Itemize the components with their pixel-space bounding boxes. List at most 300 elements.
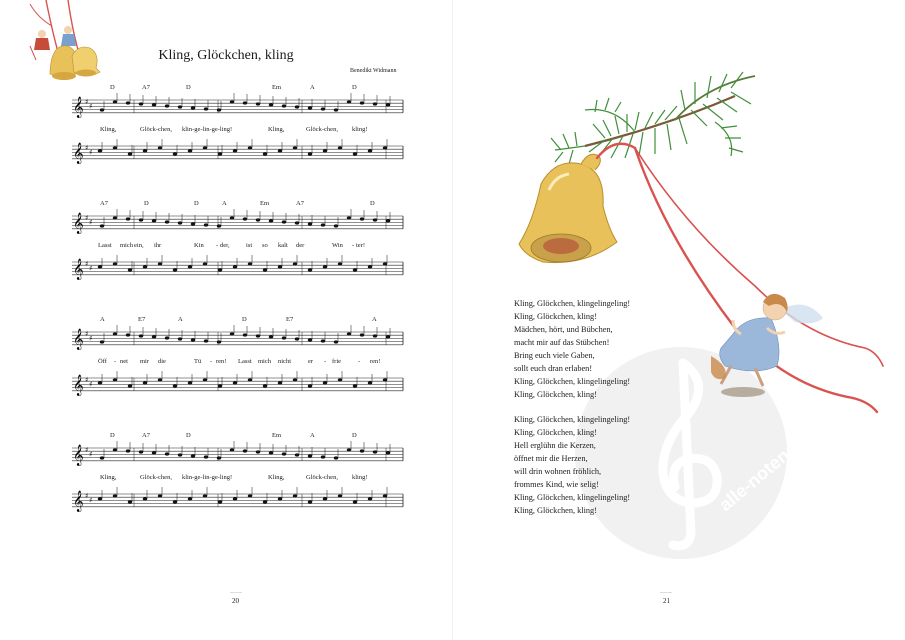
note-head xyxy=(347,216,351,219)
lyric-syllable: - xyxy=(324,358,327,365)
note-head xyxy=(334,108,338,111)
note-head xyxy=(373,334,377,337)
chord-symbol: Em xyxy=(272,84,282,91)
lyric-syllable: die xyxy=(158,358,166,365)
lyric-syllable: klin-ge-lin-ge-ling! xyxy=(182,126,233,133)
melody-staff xyxy=(70,326,405,350)
lyric-syllable: Kling, xyxy=(268,474,285,481)
sharp-icon: ♯ xyxy=(89,264,93,273)
note-head xyxy=(191,106,195,109)
poem-line: Bring euch viele Gaben, xyxy=(514,351,595,360)
poem-line: Kling, Glöckchen, klingelingeling! xyxy=(514,493,631,502)
sharp-icon: ♯ xyxy=(85,260,89,268)
chord-row xyxy=(70,316,405,326)
chord-symbol: A xyxy=(310,432,315,439)
lyric-syllable: - xyxy=(358,358,361,365)
stanza-2 xyxy=(514,413,714,517)
lyric-syllable: ihr xyxy=(154,242,162,249)
note-head xyxy=(248,378,252,381)
note-head xyxy=(243,101,247,104)
lyrics-row xyxy=(70,242,405,252)
chord-symbol: A7 xyxy=(100,200,108,207)
note-head xyxy=(248,494,252,497)
note-head xyxy=(230,100,234,103)
note-head xyxy=(323,497,327,500)
poem-line: Kling, Glöckchen, kling! xyxy=(514,428,597,437)
lyric-syllable: frie xyxy=(332,358,342,365)
note-head xyxy=(323,265,327,268)
golden-bell-icon xyxy=(519,154,617,262)
note-head xyxy=(203,378,207,381)
note-head xyxy=(113,262,117,265)
note-head xyxy=(353,268,357,271)
angel-girl-icon xyxy=(711,294,823,397)
poem-line: Kling, Glöckchen, klingelingeling! xyxy=(514,377,631,386)
note-head xyxy=(113,332,117,335)
note-head xyxy=(373,450,377,453)
note-head xyxy=(360,449,364,452)
chord-symbol: D xyxy=(194,200,199,207)
note-head xyxy=(278,265,282,268)
note-head xyxy=(278,149,282,152)
note-head xyxy=(308,384,312,387)
note-head xyxy=(338,262,342,265)
note-head xyxy=(368,149,372,152)
note-head xyxy=(383,494,387,497)
page-number-rule xyxy=(660,592,672,593)
note-head xyxy=(152,335,156,338)
note-head xyxy=(269,451,273,454)
accompaniment-staff xyxy=(70,256,405,286)
note-head xyxy=(204,107,208,110)
poem-line: Kling, Glöckchen, klingelingeling! xyxy=(514,415,631,424)
lyric-syllable: Kling, xyxy=(100,126,117,133)
chord-symbol: A xyxy=(372,316,377,323)
chord-symbol: Em xyxy=(272,432,282,439)
note-head xyxy=(323,381,327,384)
chord-symbol: D xyxy=(352,432,357,439)
stanza-1 xyxy=(514,297,714,401)
page-number-rule xyxy=(230,592,242,593)
note-head xyxy=(295,337,299,340)
chord-symbol: A7 xyxy=(296,200,304,207)
note-head xyxy=(308,338,312,341)
sharp-icon: ♯ xyxy=(89,102,93,111)
poem-line: Hell erglühn die Kerzen, xyxy=(514,441,596,450)
note-head xyxy=(139,218,143,221)
note-head xyxy=(243,449,247,452)
note-head xyxy=(383,146,387,149)
note-head xyxy=(360,217,364,220)
note-head xyxy=(233,381,237,384)
note-head xyxy=(295,453,299,456)
note-head xyxy=(204,339,208,342)
lyric-syllable: Lasst xyxy=(238,358,252,365)
note-head xyxy=(269,103,273,106)
lyric-syllable: ren! xyxy=(216,358,227,365)
lyric-syllable: Kin xyxy=(194,242,204,249)
note-head xyxy=(256,450,260,453)
sharp-icon: ♯ xyxy=(89,380,93,389)
lyric-syllable: so xyxy=(262,242,268,249)
poem-line: macht mir auf das Stübchen! xyxy=(514,338,610,347)
note-head xyxy=(203,146,207,149)
note-head xyxy=(218,152,222,155)
chord-symbol: A7 xyxy=(142,84,150,91)
lyric-syllable: ter! xyxy=(356,242,366,249)
lyric-syllable: mich xyxy=(258,358,271,365)
note-head xyxy=(293,378,297,381)
note-head xyxy=(158,378,162,381)
lyric-syllable: Glöck-chen, xyxy=(306,126,338,133)
chord-symbol: D xyxy=(186,84,191,91)
treble-clef-icon: 𝄞 xyxy=(73,445,84,466)
lyric-syllable: kling! xyxy=(352,126,368,133)
note-head xyxy=(338,378,342,381)
chord-symbol: E7 xyxy=(286,316,294,323)
note-head xyxy=(386,451,390,454)
note-head xyxy=(178,337,182,340)
note-head xyxy=(282,452,286,455)
note-head xyxy=(282,220,286,223)
note-head xyxy=(368,381,372,384)
note-head xyxy=(217,224,221,227)
poem-line: Kling, Glöckchen, klingelingeling! xyxy=(514,299,631,308)
note-head xyxy=(386,103,390,106)
note-head xyxy=(204,223,208,226)
note-head xyxy=(100,340,104,343)
note-head xyxy=(256,218,260,221)
note-head xyxy=(188,381,192,384)
note-head xyxy=(338,146,342,149)
note-head xyxy=(113,448,117,451)
page-number-left: 20 xyxy=(232,597,239,605)
note-head xyxy=(233,265,237,268)
note-head xyxy=(248,146,252,149)
accompaniment-staff xyxy=(70,140,405,170)
song-lyrics-poem xyxy=(514,297,714,517)
note-head xyxy=(158,146,162,149)
sharp-icon: ♯ xyxy=(85,330,89,338)
note-head xyxy=(158,262,162,265)
note-head xyxy=(233,497,237,500)
note-head xyxy=(353,152,357,155)
lyrics-row xyxy=(70,358,405,368)
note-head xyxy=(321,455,325,458)
lyric-syllable: Glöck-chen, xyxy=(306,474,338,481)
note-head xyxy=(308,454,312,457)
note-head xyxy=(256,102,260,105)
composer-credit: Benedikt Widmann xyxy=(350,68,397,74)
note-head xyxy=(113,494,117,497)
note-head xyxy=(128,152,132,155)
lyric-syllable: Kling, xyxy=(268,126,285,133)
note-head xyxy=(230,448,234,451)
song-title: Kling, Glöckchen, kling xyxy=(158,48,294,63)
note-head xyxy=(347,448,351,451)
lyric-syllable: Lasst xyxy=(98,242,112,249)
note-head xyxy=(143,381,147,384)
watermark-text: alle-noten.de xyxy=(715,428,814,515)
lyric-syllable: Tü xyxy=(194,358,202,365)
note-head xyxy=(178,453,182,456)
poem-line: Kling, Glöckchen, kling! xyxy=(514,312,597,321)
melody-staff xyxy=(70,442,405,466)
note-head xyxy=(113,146,117,149)
lyric-syllable: Glöck-chen, xyxy=(140,474,172,481)
chord-symbol: D xyxy=(242,316,247,323)
note-head xyxy=(360,333,364,336)
note-head xyxy=(263,500,267,503)
note-head xyxy=(360,101,364,104)
note-head xyxy=(243,217,247,220)
note-head xyxy=(295,221,299,224)
fir-branch-icon xyxy=(551,72,755,164)
sharp-icon: ♯ xyxy=(89,496,93,505)
note-head xyxy=(263,152,267,155)
note-head xyxy=(98,381,102,384)
note-head xyxy=(321,223,325,226)
note-head xyxy=(353,500,357,503)
note-head xyxy=(308,222,312,225)
note-head xyxy=(383,378,387,381)
note-head xyxy=(139,334,143,337)
note-head xyxy=(282,104,286,107)
note-head xyxy=(368,265,372,268)
note-head xyxy=(217,456,221,459)
note-head xyxy=(347,332,351,335)
note-head xyxy=(165,220,169,223)
lyrics-row xyxy=(70,474,405,484)
chord-symbol: D xyxy=(110,432,115,439)
note-head xyxy=(143,497,147,500)
page-number-right: 21 xyxy=(663,597,670,605)
poem-line: sollt euch dran erlaben! xyxy=(514,364,593,373)
note-head xyxy=(218,384,222,387)
treble-clef-icon: 𝄞 xyxy=(73,491,84,512)
note-head xyxy=(248,262,252,265)
note-head xyxy=(100,224,104,227)
note-head xyxy=(269,335,273,338)
poem-line: öffnet mir die Herzen, xyxy=(514,454,588,463)
note-head xyxy=(203,262,207,265)
chord-symbol: A xyxy=(222,200,227,207)
note-head xyxy=(334,456,338,459)
accompaniment-staff xyxy=(70,488,405,518)
note-head xyxy=(152,219,156,222)
lyric-syllable: ein, xyxy=(134,242,144,249)
note-head xyxy=(143,149,147,152)
note-head xyxy=(373,102,377,105)
note-head xyxy=(128,384,132,387)
note-head xyxy=(188,497,192,500)
note-head xyxy=(218,500,222,503)
left-page xyxy=(0,0,452,640)
note-head xyxy=(308,268,312,271)
note-head xyxy=(98,265,102,268)
treble-clef-icon: 𝄞 xyxy=(73,97,84,118)
note-head xyxy=(321,107,325,110)
note-head xyxy=(293,146,297,149)
note-head xyxy=(128,268,132,271)
note-head xyxy=(152,103,156,106)
note-head xyxy=(191,338,195,341)
lyric-syllable: - xyxy=(210,358,213,365)
note-head xyxy=(191,222,195,225)
note-head xyxy=(113,378,117,381)
note-head xyxy=(217,108,221,111)
chord-symbol: A xyxy=(310,84,315,91)
chord-row xyxy=(70,84,405,94)
treble-clef-icon: 𝄞 xyxy=(73,213,84,234)
note-head xyxy=(269,219,273,222)
chord-symbol: A xyxy=(100,316,105,323)
note-head xyxy=(263,268,267,271)
note-head xyxy=(321,339,325,342)
lyric-syllable: kalt xyxy=(278,242,288,249)
lyric-syllable: ren! xyxy=(370,358,381,365)
lyrics-row xyxy=(70,126,405,136)
lyric-syllable: Win xyxy=(332,242,343,249)
accompaniment-staff xyxy=(70,372,405,402)
lyric-syllable: mir xyxy=(140,358,150,365)
note-head xyxy=(308,106,312,109)
note-head xyxy=(152,451,156,454)
note-head xyxy=(293,262,297,265)
sharp-icon: ♯ xyxy=(89,334,93,343)
lyric-syllable: der xyxy=(296,242,305,249)
note-head xyxy=(282,336,286,339)
chord-symbol: A7 xyxy=(142,432,150,439)
note-head xyxy=(165,336,169,339)
chord-symbol: D xyxy=(186,432,191,439)
note-head xyxy=(203,494,207,497)
poem-line: Mädchen, hört, und Bübchen, xyxy=(514,325,613,334)
lyric-syllable: Öff xyxy=(98,358,107,365)
sharp-icon: ♯ xyxy=(85,214,89,222)
note-head xyxy=(126,217,130,220)
note-head xyxy=(218,268,222,271)
note-head xyxy=(98,497,102,500)
note-head xyxy=(278,381,282,384)
note-head xyxy=(338,494,342,497)
note-head xyxy=(158,494,162,497)
note-head xyxy=(126,449,130,452)
note-head xyxy=(334,340,338,343)
sharp-icon: ♯ xyxy=(85,98,89,106)
lyric-syllable: ist xyxy=(246,242,253,249)
note-head xyxy=(383,262,387,265)
note-head xyxy=(126,333,130,336)
note-head xyxy=(353,384,357,387)
sharp-icon: ♯ xyxy=(89,148,93,157)
note-head xyxy=(204,455,208,458)
chord-row xyxy=(70,200,405,210)
note-head xyxy=(233,149,237,152)
note-head xyxy=(100,108,104,111)
note-head xyxy=(368,497,372,500)
treble-clef-icon: 𝄞 xyxy=(73,375,84,396)
note-head xyxy=(386,219,390,222)
note-head xyxy=(188,265,192,268)
chord-symbol: E7 xyxy=(138,316,146,323)
note-head xyxy=(256,334,260,337)
note-head xyxy=(278,497,282,500)
note-head xyxy=(178,105,182,108)
treble-clef-icon: 𝄞 xyxy=(73,143,84,164)
sharp-icon: ♯ xyxy=(85,446,89,454)
poem-line: frommes Kind, wie selig! xyxy=(514,480,599,489)
note-head xyxy=(230,216,234,219)
sharp-icon: ♯ xyxy=(85,144,89,152)
note-head xyxy=(173,268,177,271)
lyric-syllable: Glöck-chen, xyxy=(140,126,172,133)
lyric-syllable: klin-ge-lin-ge-ling! xyxy=(182,474,233,481)
note-head xyxy=(191,454,195,457)
note-head xyxy=(98,149,102,152)
note-head xyxy=(165,104,169,107)
poem-line: will drin wohnen fröhlich, xyxy=(514,467,602,476)
note-head xyxy=(173,500,177,503)
poem-line: Kling, Glöckchen, kling! xyxy=(514,506,597,515)
note-head xyxy=(308,152,312,155)
treble-clef-icon: 𝄞 xyxy=(73,259,84,280)
note-head xyxy=(243,333,247,336)
note-head xyxy=(373,218,377,221)
lyric-syllable: Kling, xyxy=(100,474,117,481)
note-head xyxy=(113,100,117,103)
treble-clef-icon: 𝄞 xyxy=(73,329,84,350)
sharp-icon: ♯ xyxy=(85,376,89,384)
note-head xyxy=(139,102,143,105)
note-head xyxy=(347,100,351,103)
melody-staff xyxy=(70,94,405,118)
note-head xyxy=(217,340,221,343)
poem-line: Kling, Glöckchen, kling! xyxy=(514,390,597,399)
note-head xyxy=(386,335,390,338)
note-head xyxy=(308,500,312,503)
note-head xyxy=(100,456,104,459)
note-head xyxy=(143,265,147,268)
note-head xyxy=(128,500,132,503)
note-head xyxy=(230,332,234,335)
note-head xyxy=(126,101,130,104)
note-head xyxy=(165,452,169,455)
lyric-syllable: er xyxy=(308,358,314,365)
chord-row xyxy=(70,432,405,442)
note-head xyxy=(113,216,117,219)
lyric-syllable: - xyxy=(114,358,117,365)
lyric-syllable: nicht xyxy=(278,358,291,365)
chord-symbol: Em xyxy=(260,200,270,207)
note-head xyxy=(139,450,143,453)
lyric-syllable: mich xyxy=(120,242,133,249)
note-head xyxy=(263,384,267,387)
lyric-syllable: der, xyxy=(220,242,230,249)
note-head xyxy=(173,152,177,155)
chord-symbol: A xyxy=(178,316,183,323)
note-head xyxy=(295,105,299,108)
sharp-icon: ♯ xyxy=(89,450,93,459)
note-head xyxy=(323,149,327,152)
lyric-syllable: - xyxy=(352,242,355,249)
sharp-icon: ♯ xyxy=(85,492,89,500)
note-head xyxy=(293,494,297,497)
lyric-syllable: kling! xyxy=(352,474,368,481)
sharp-icon: ♯ xyxy=(89,218,93,227)
lyric-syllable: net xyxy=(120,358,128,365)
chord-symbol: D xyxy=(110,84,115,91)
